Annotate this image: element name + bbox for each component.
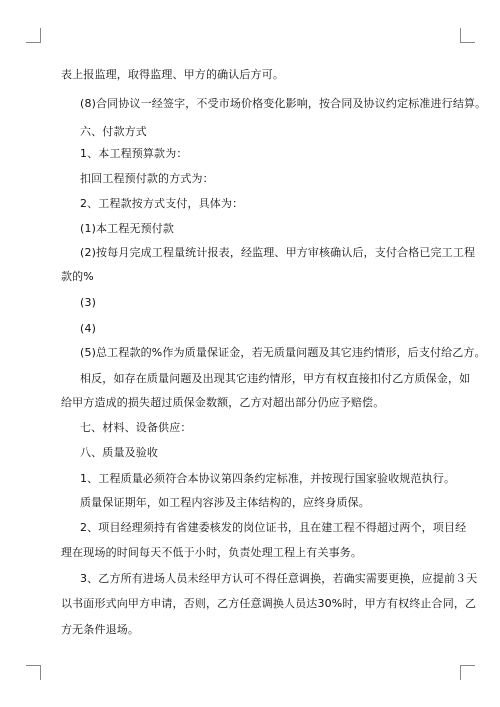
paragraph-line: 质量保证期年，如工程内容涉及主体结构的，应终身质保。 xyxy=(80,496,370,509)
crop-mark-top-left xyxy=(26,28,41,43)
paragraph-line: 理在现场的时间每天不低于小时，负责处理工程上有关事务。 xyxy=(61,546,363,559)
paragraph-line: (4) xyxy=(80,322,97,335)
paragraph-line: 表上报监理，取得监理、甲方的确认后方可。 xyxy=(61,68,284,81)
paragraph-line: 2、项目经理须持有省建委核发的岗位证书，且在建工程不得超过两个，项目经 xyxy=(80,521,467,534)
paragraph-line: 相反，如存在质量问题及出现其它违约情形，甲方有权直接扣付乙方质保金，如 xyxy=(80,372,471,385)
crop-mark-top-right xyxy=(460,28,475,43)
paragraph-line: 扣回工程预付款的方式为： xyxy=(80,172,214,185)
paragraph-line: (3) xyxy=(80,296,97,309)
paragraph-line: (5)总工程款的%作为质量保证金，若无质量问题及其它违约情形，后支付给乙方。 xyxy=(80,346,486,359)
paragraph-line: 给甲方造成的损失超过质保金数额，乙方对超出部分仍应予赔偿。 xyxy=(61,396,385,409)
paragraph-line: 3、乙方所有进场人员未经甲方认可不得任意调换，若确实需要更换，应提前３天 xyxy=(80,572,478,585)
paragraph-line: 2、工程款按方式支付，具体为： xyxy=(80,197,244,210)
section-heading-quality: 八、质量及验收 xyxy=(80,446,159,459)
paragraph-line: 1、本工程预算款为： xyxy=(80,147,188,160)
section-heading-materials: 七、材料、设备供应： xyxy=(80,421,192,434)
paragraph-line: (8)合同协议一经签字，不受市场价格变化影响，按合同及协议约定标准进行结算。 xyxy=(80,97,487,110)
paragraph-line: 方无条件退场。 xyxy=(61,623,140,636)
paragraph-line: 款的% xyxy=(61,270,94,283)
crop-mark-bottom-right xyxy=(460,665,475,680)
crop-mark-bottom-left xyxy=(26,665,41,680)
section-heading-payment: 六、付款方式 xyxy=(80,125,147,138)
paragraph-line: 以书面形式向甲方申请，否则，乙方任意调换人员达30%时，甲方有权终止合同，乙 xyxy=(61,597,477,610)
paragraph-line: (2)按每月完成工程量统计报表，经监理、甲方审核确认后，支付合格已完工工程 xyxy=(80,246,476,259)
paragraph-line: 1、工程质量必须符合本协议第四条约定标准，并按现行国家验收规范执行。 xyxy=(80,472,456,485)
paragraph-line: (1)本工程无预付款 xyxy=(80,222,175,235)
